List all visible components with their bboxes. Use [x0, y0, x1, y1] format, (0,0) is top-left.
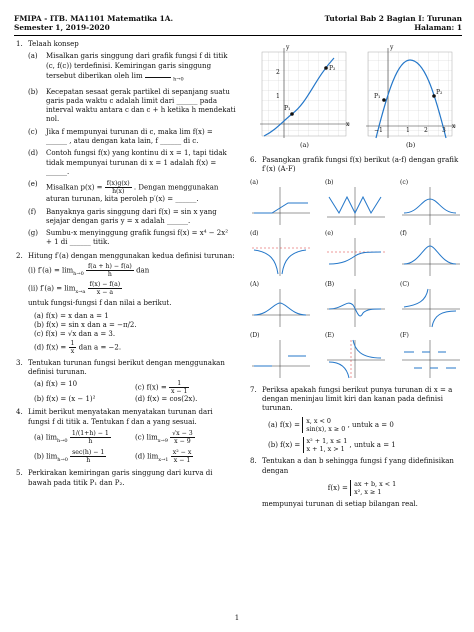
- fraction: [88, 281, 123, 296]
- item-text: (d) f(x) =: [34, 343, 67, 352]
- def-label: (ii) f′(a) = lim: [28, 284, 76, 293]
- problem-text: Hitung f′(a) dengan menggunakan kedua definisi turunan:: [28, 251, 235, 260]
- point-p1-b: [382, 98, 386, 102]
- header-right: [325, 14, 462, 32]
- item-text: (b) f(x) = (x − 1)²: [34, 395, 96, 404]
- problem-2: [14, 252, 236, 355]
- numerator: sec(h) − 1: [72, 449, 105, 457]
- graph-D: [248, 332, 312, 380]
- problem-number: 2.: [16, 251, 23, 260]
- fraction: [70, 449, 106, 464]
- definition-i: [28, 263, 236, 279]
- item-text: (a) lim: [34, 433, 57, 442]
- item-label: (d): [28, 149, 38, 158]
- item-label: (c): [28, 127, 38, 136]
- point-label: P₂: [329, 65, 336, 72]
- problem-8-function: [262, 480, 462, 496]
- problem-7: [248, 386, 462, 454]
- item-text: (a) f(x) = x dan a = 1: [34, 311, 109, 320]
- graphs-row-2: [248, 230, 462, 278]
- problem-6: [248, 156, 462, 175]
- item-text: (d) lim: [135, 452, 159, 461]
- problem-1a: [28, 52, 236, 84]
- piecewise: [303, 437, 348, 453]
- problem-number: 8.: [250, 457, 257, 466]
- problem-number: 6.: [250, 156, 257, 164]
- denominator: x − 1: [170, 388, 188, 396]
- problem-text: Limit berikut menyatakan menyatakan turunan dari fungsi f di titik a. Tentukan f dan a yang sesuai.: [28, 408, 213, 426]
- item-text: (c) f(x) = √x dan a = 3.: [34, 330, 116, 339]
- header-left: [14, 14, 173, 32]
- graph-C: [398, 281, 462, 329]
- item-text: (b) f(x) =: [268, 441, 301, 450]
- fraction: [170, 430, 195, 445]
- graph-label: (F): [400, 331, 409, 339]
- def-tail: dan: [136, 266, 150, 275]
- limit-sub: h→0: [73, 270, 84, 277]
- problem-text: Tentukan a dan b sehingga fungsi f yang didefinisikan dengan: [262, 457, 454, 475]
- problem-1g: [28, 229, 236, 248]
- problem-1: [14, 40, 236, 248]
- limit-sub: h→0: [56, 437, 68, 444]
- numerator: f(a + h) − f(a): [88, 263, 132, 271]
- problem-3-items: [28, 380, 236, 404]
- graph-label: (D): [250, 331, 260, 339]
- problem-1b: [28, 88, 236, 125]
- graph-A: [248, 281, 312, 329]
- item-text: (c) lim: [135, 433, 158, 442]
- problem-title: Telaah konsep: [28, 40, 79, 48]
- graph-label: (E): [325, 331, 335, 339]
- tutorial-title: Tutorial Bab 2 Bagian I: Turunan: [324, 14, 462, 23]
- numerator: 1/(1+h) − 1: [71, 430, 109, 438]
- item-text: (a) f(x) =: [268, 421, 300, 430]
- item-text: (a) f(x) = 10: [34, 380, 78, 389]
- item-text: Sumbu-x menyinggung grafik fungsi f(x) = x⁴ − 2x² + 1 di ______ titik.: [46, 229, 229, 247]
- piece-row: ax + b, x < 1: [354, 480, 397, 489]
- figure-5: [248, 40, 462, 152]
- denominator: x: [70, 347, 75, 355]
- graph-label: (b): [325, 178, 334, 186]
- graph-B: [323, 281, 387, 329]
- tick-label: −1: [374, 127, 383, 134]
- numerator: 1: [169, 380, 190, 388]
- denominator: h(x): [112, 188, 125, 196]
- item-text: dan a = −2.: [78, 343, 122, 352]
- problem-8: [248, 457, 462, 509]
- problem-3: [14, 359, 236, 405]
- item-text: Misalkan garis singgung dari grafik fungsi f di titik (c, f(c)) terdefinisi. Kemiringan garis singgung tersebut diberikan oleh lim: [46, 52, 228, 80]
- axis-label: y: [390, 44, 394, 51]
- item-label: (g): [28, 229, 38, 238]
- denominator: h: [88, 438, 93, 446]
- figure-5-graphs: [248, 40, 462, 152]
- problem-number: 7.: [250, 385, 257, 394]
- item-d: [34, 340, 236, 355]
- item-text: Jika f mempunyai turunan di c, maka lim f(x) = ______ , atau dengan kata lain, f ______ di c.: [46, 127, 213, 146]
- graph-f: [398, 230, 462, 278]
- numerator: x² − x: [172, 449, 192, 457]
- item-b: [34, 449, 135, 465]
- numerator: √x − 3: [172, 430, 193, 438]
- point-label: P₁: [284, 105, 291, 112]
- piece-row: x, x < 0: [306, 417, 331, 426]
- problem-5: [14, 469, 236, 488]
- point-label: P₁: [374, 93, 381, 100]
- blank: [145, 71, 171, 78]
- tick-label: 1: [276, 93, 280, 100]
- denominator: h: [86, 457, 91, 465]
- graphs-row-3: [248, 281, 462, 329]
- graph-label: (d): [250, 229, 259, 237]
- problem-1f: [28, 208, 236, 227]
- point-label: P₂: [436, 89, 443, 96]
- tick-label: 2: [424, 127, 428, 134]
- item-text: Contoh fungsi f(x) yang kontinu di x = 1, tapi tidak tidak mempunyai turunan di x = 1 adalah f(x) = ______.: [46, 149, 227, 176]
- item-label: (b): [28, 87, 38, 96]
- problem-1c: [28, 128, 236, 147]
- fraction: [69, 340, 77, 355]
- axis-label: x: [346, 121, 350, 128]
- item-text: f(x) =: [327, 484, 348, 493]
- graphs-row-4: [248, 332, 462, 380]
- problem-number: 5.: [16, 469, 23, 478]
- graph-label: (C): [400, 280, 410, 288]
- problem-number: 4.: [16, 408, 23, 417]
- graph-c: [398, 179, 462, 227]
- problem-text: untuk fungsi-fungsi f dan nilai a berikut.: [28, 299, 172, 308]
- header-rule: [14, 35, 462, 36]
- fraction: [171, 449, 194, 464]
- def-label: (i) f′(a) = lim: [28, 266, 74, 275]
- problem-7b: [262, 437, 462, 453]
- item-text: . Dengan menggunakan aturan turunan, kita peroleh p′(x) = ______.: [46, 183, 219, 204]
- limit-sub: x→1: [158, 457, 169, 464]
- item-label: (e): [28, 180, 38, 189]
- limit-sub: x→9: [157, 437, 168, 444]
- tick-label: 2: [276, 69, 280, 76]
- caption: (a): [300, 141, 309, 149]
- semester: Semester 1, 2019-2020: [14, 23, 110, 32]
- definition-ii: [28, 281, 236, 297]
- graph-a: [248, 179, 312, 227]
- limit-sub: x→a: [75, 289, 86, 296]
- numerator: f(x) − f(a): [89, 281, 121, 289]
- problem-text: Pasangkan grafik fungsi f(x) berikut (a-f) dengan grafik f′(x) (A-F): [262, 156, 459, 174]
- item-text: , untuk a = 0: [347, 421, 394, 430]
- item-c: [135, 430, 236, 446]
- graph-b: [323, 179, 387, 227]
- item-text: Kecepatan sesaat gerak partikel di sepanjang suatu garis pada waktu c adalah limit dari ______ pada interval waktu antara c dan c + h ketika h mendekati nol.: [46, 87, 236, 124]
- fraction: [105, 180, 132, 195]
- problem-text: mempunyai turunan di setiap bilangan real.: [262, 500, 418, 509]
- problem-4-items: [28, 430, 236, 465]
- point-p2-a: [324, 66, 328, 70]
- item-text: (d) f(x) = cos(2x).: [135, 395, 198, 404]
- numerator: f(x)g(x): [106, 180, 130, 188]
- item-text: Misalkan p(x) =: [46, 183, 103, 192]
- piecewise: [302, 417, 345, 433]
- item-d: [135, 449, 236, 465]
- tick-label: 1: [406, 127, 410, 134]
- graph-label: (A): [250, 280, 260, 288]
- course-title: FMIPA - ITB. MA1101 Matematika 1A.: [14, 14, 174, 23]
- piece-row: x + 1, x > 1: [306, 445, 345, 454]
- numerator: 1: [70, 339, 75, 347]
- page-label: Halaman: 1: [414, 23, 462, 32]
- problem-4: [14, 408, 236, 465]
- tick-label: 3: [442, 127, 446, 134]
- problem-text: Perkirakan kemiringan garis singgung dari kurva di bawah pada titik P₁ dan P₂.: [28, 469, 213, 487]
- item-text: Banyaknya garis singgung dari f(x) = sin x yang sejajar dengan garis y = x adalah ______.: [46, 207, 217, 225]
- denominator: h: [107, 271, 112, 279]
- graphs-row-1: [248, 179, 462, 227]
- item-text: , untuk a = 1: [349, 441, 396, 450]
- left-column: [14, 40, 236, 492]
- fraction: [86, 263, 134, 278]
- graph-label: (B): [325, 280, 335, 288]
- limit-sub: h→0: [173, 76, 184, 83]
- limit-sub: h→0: [57, 457, 68, 464]
- problem-7a: [262, 417, 462, 433]
- graph-F: [398, 332, 462, 380]
- fraction: [70, 430, 111, 445]
- problem-1e: [28, 180, 236, 204]
- piece-row: x², x ≥ 1: [354, 488, 382, 497]
- denominator: x − a: [96, 289, 114, 297]
- item-text: (b) f(x) = sin x dan a = −π/2.: [34, 321, 137, 329]
- item-label: (f): [28, 207, 37, 216]
- denominator: x − 9: [174, 438, 191, 446]
- problem-number: 3.: [16, 358, 23, 367]
- problem-number: 1.: [16, 40, 23, 48]
- point-p1-a: [290, 112, 294, 116]
- problem-text: Periksa apakah fungsi berikut punya turunan di x = a dengan meninjau limit kiri dan kanan pada definisi turunan.: [262, 385, 453, 413]
- fraction: [169, 380, 190, 395]
- piece-row: x² + 1, x ≤ 1: [306, 437, 348, 446]
- problem-1d: [28, 149, 236, 177]
- caption: (b): [406, 141, 416, 149]
- item-text: (c) f(x) =: [135, 383, 167, 392]
- graph-label: (a): [250, 178, 259, 186]
- problem-text: Tentukan turunan fungsi berikut dengan menggunakan definisi turunan.: [28, 358, 225, 376]
- piece-row: sin(x), x ≥ 0: [306, 425, 346, 434]
- axis-label: y: [286, 44, 290, 51]
- problem-2-items: [28, 312, 236, 355]
- graph-e: [323, 230, 387, 278]
- graph-label: (e): [325, 229, 334, 237]
- piecewise: [350, 480, 396, 496]
- graph-d: [248, 230, 312, 278]
- item-c: [135, 380, 236, 395]
- item-label: (a): [28, 52, 38, 61]
- denominator: x − 1: [173, 457, 191, 465]
- graph-E: [323, 332, 387, 380]
- item-text: (b) lim: [34, 452, 58, 461]
- item-a: [34, 430, 135, 446]
- right-column: [248, 40, 462, 513]
- page-number: 1: [234, 614, 240, 622]
- graph-label: (f): [400, 229, 407, 237]
- graph-label: (c): [400, 178, 409, 186]
- axis-label: x: [452, 123, 456, 130]
